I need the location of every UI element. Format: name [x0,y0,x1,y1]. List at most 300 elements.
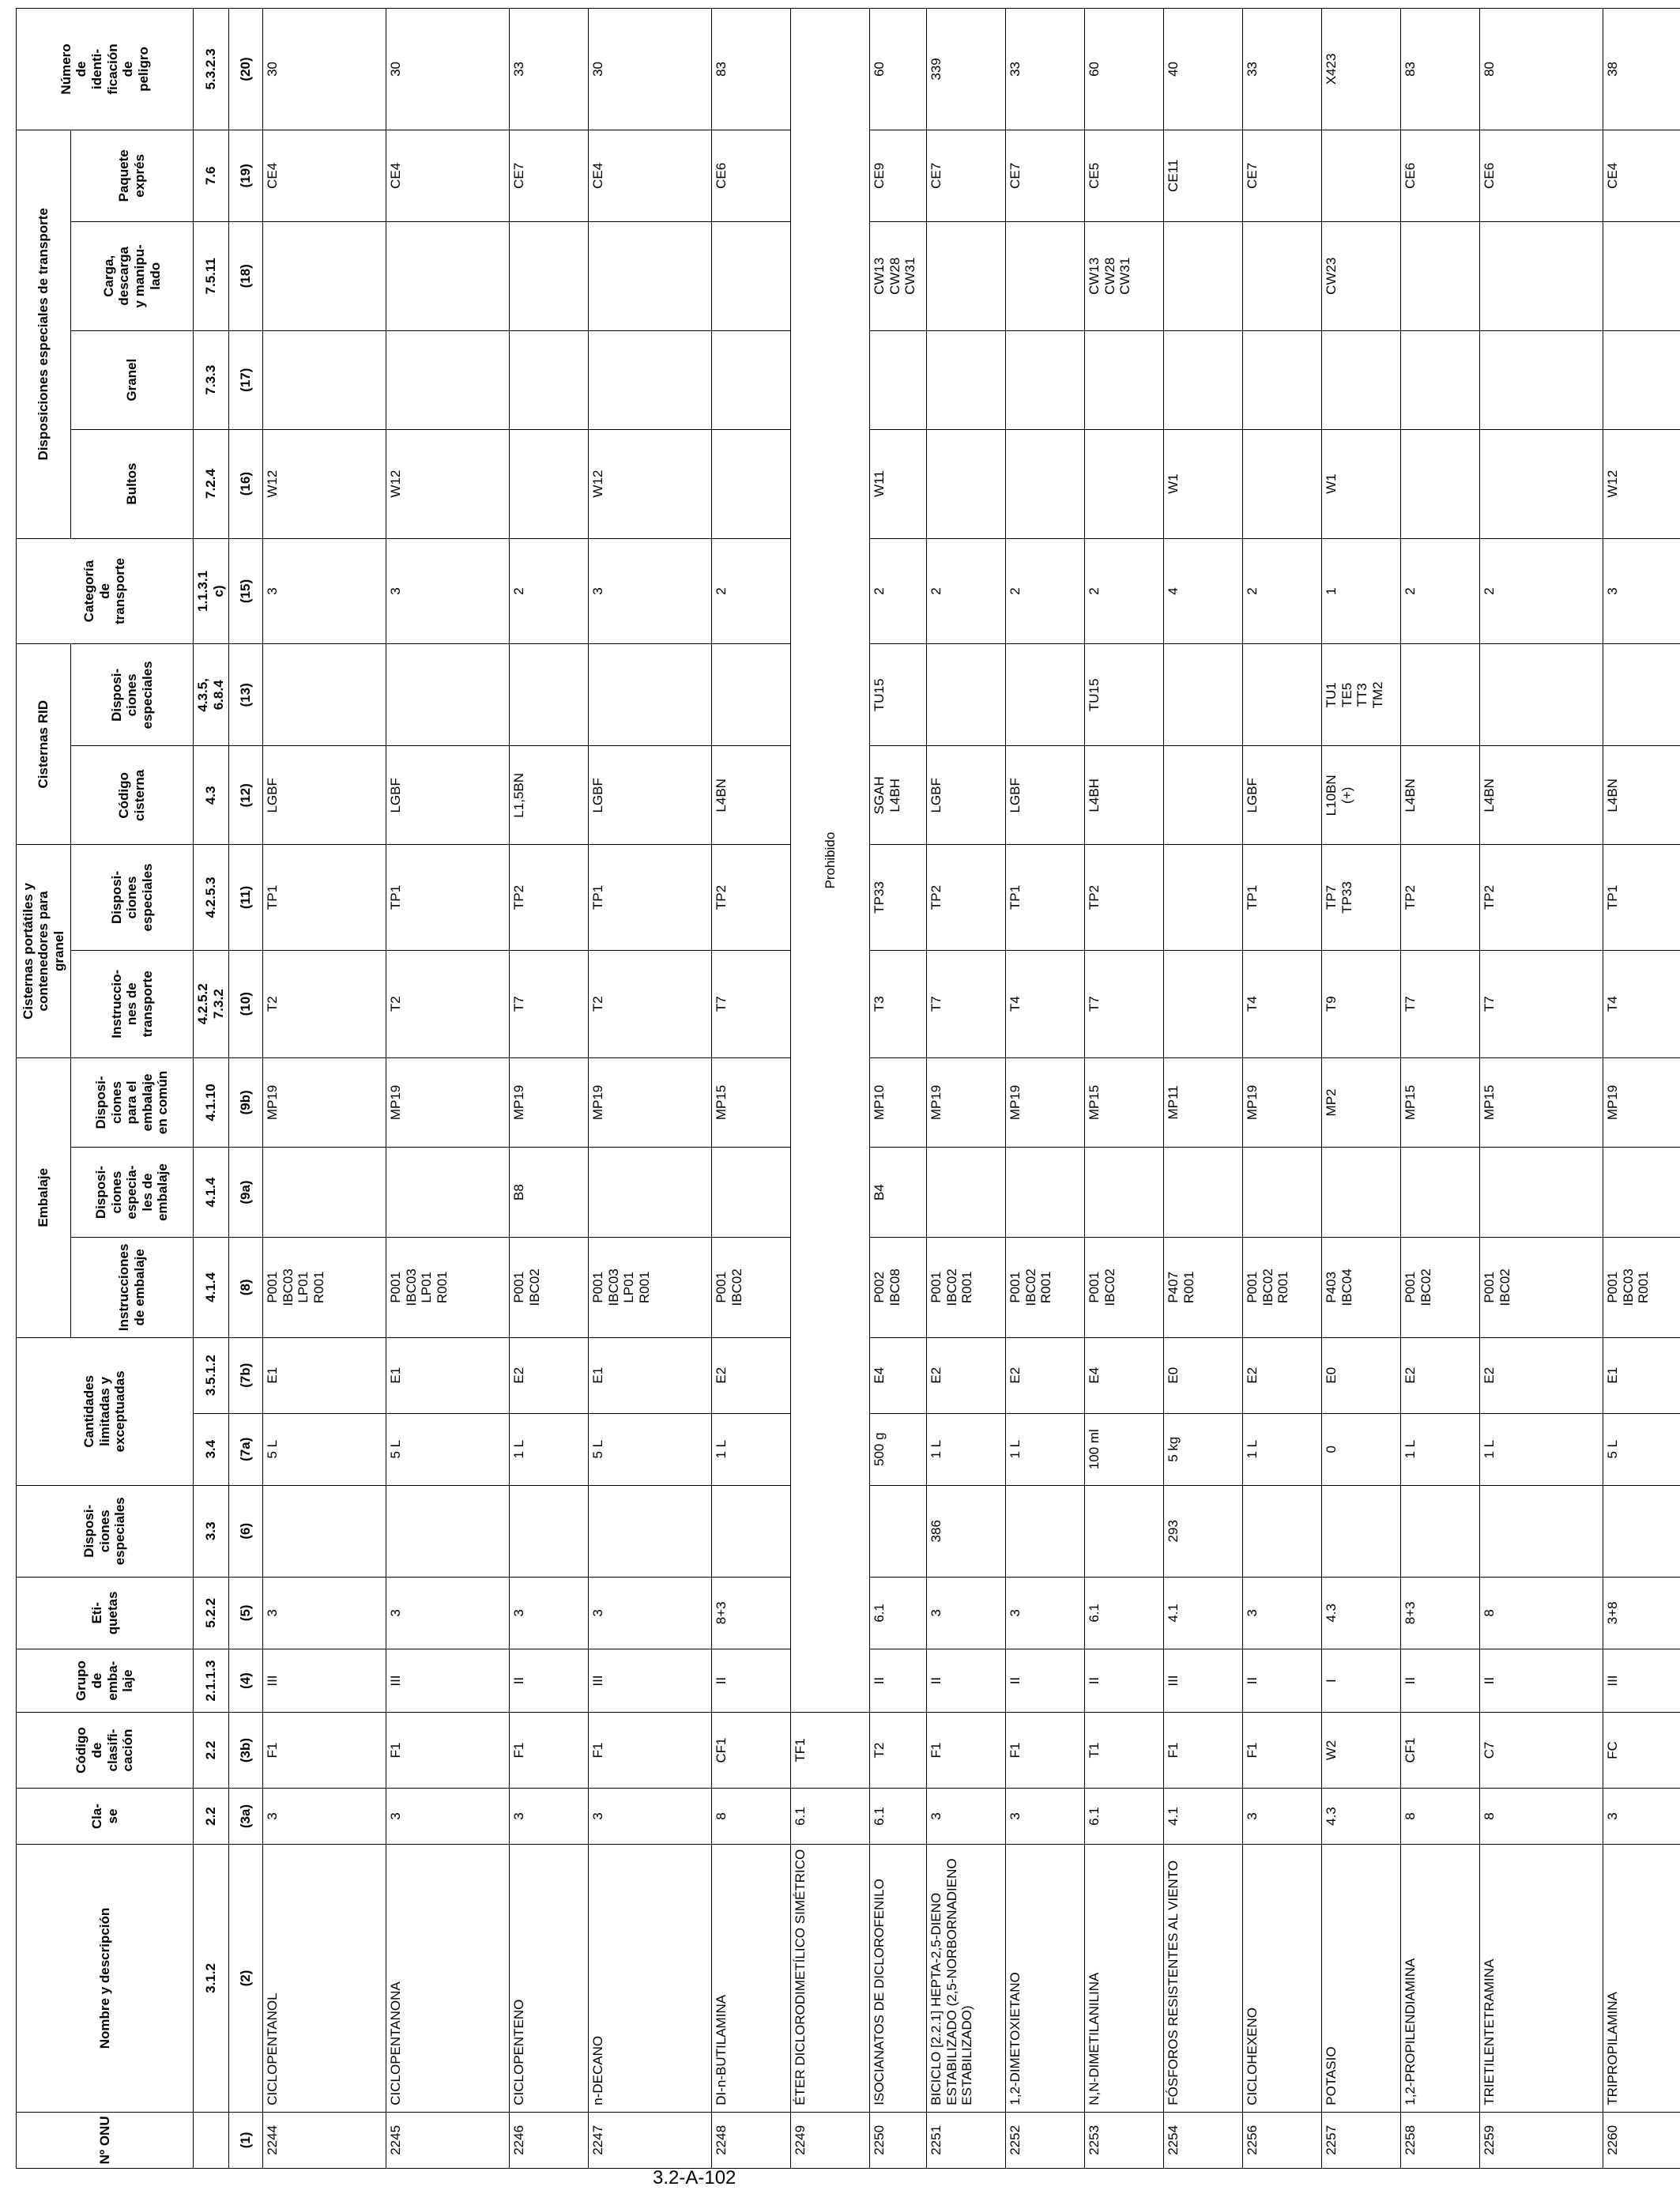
section-ref-cell: 4.2.5.3 [194,845,229,951]
packing-instructions-cell: P001 IBC03 LP01 R001 [589,1237,712,1337]
hazard-number-cell: 30 [263,9,386,130]
name-cell: CICLOPENTANONA [386,1845,510,2113]
special-packing-cell [1085,1148,1164,1238]
header-tank-instructions: Instruccio- nes de transporte [71,950,194,1057]
transport-category-cell: 3 [263,538,386,644]
special-packing-cell [1401,1148,1480,1238]
tank-instructions-cell: T2 [263,950,386,1057]
loading-cell [1603,221,1680,330]
mixed-packing-cell: MP19 [263,1057,386,1148]
name-cell: CICLOPENTENO [510,1845,589,2113]
classification-code-cell: F1 [1006,1713,1085,1789]
column-number-cell: (16) [229,429,263,538]
bulk-cell [712,330,791,429]
rid-special-cell: TU15 [1085,644,1164,746]
tank-code-cell: L10BN (+) [1322,746,1401,845]
special-provisions-cell [1322,1485,1401,1577]
packing-group-cell: II [1243,1649,1322,1712]
classification-code-cell: T2 [870,1713,927,1789]
hazard-number-cell: 38 [1603,9,1680,130]
special-provisions-cell [712,1485,791,1577]
name-cell: FÓSFOROS RESISTENTES AL VIENTO [1164,1845,1243,2113]
transport-category-cell: 3 [589,538,712,644]
section-ref-cell: 7.6 [194,130,229,221]
packages-cell: W1 [1164,429,1243,538]
tank-instructions-cell: T2 [589,950,712,1057]
tank-instructions-cell: T4 [1603,950,1680,1057]
packages-cell [1085,429,1164,538]
excepted-quantity-cell: E2 [1480,1337,1603,1413]
tank-special-cell: TP2 [1085,845,1164,951]
class-cell: 3 [927,1788,1006,1844]
tank-special-cell: TP1 [1603,845,1680,951]
transport-category-cell: 2 [1006,538,1085,644]
tank-code-cell: L4BN [1603,746,1680,845]
special-packing-cell [1164,1148,1243,1238]
table-row [1603,9,1680,2169]
mixed-packing-cell: MP15 [712,1057,791,1148]
labels-cell: 4.3 [1322,1577,1401,1649]
packing-group-cell: III [263,1649,386,1712]
packages-cell: W12 [263,429,386,538]
name-cell: ISOCIANATOS DE DICLOROFENILO [870,1845,927,2113]
tank-instructions-cell: T7 [1480,950,1603,1057]
labels-cell: 6.1 [1085,1577,1164,1649]
un-number-cell: 2259 [1480,2112,1603,2168]
tank-special-cell: TP1 [1006,845,1085,951]
labels-cell: 3+8 [1603,1577,1680,1649]
excepted-quantity-cell: E1 [386,1337,510,1413]
name-cell: DI-n-BUTILAMINA [712,1845,791,2113]
classification-code-cell: F1 [510,1713,589,1789]
tank-special-cell: TP2 [510,845,589,951]
column-number-cell: (11) [229,845,263,951]
header-labels: Eti- quetas [17,1577,194,1649]
loading-cell [712,221,791,330]
tank-instructions-cell: T4 [1243,950,1322,1057]
tank-instructions-cell: T7 [510,950,589,1057]
table-row [927,9,1006,2169]
tank-instructions-cell [1164,950,1243,1057]
column-number-cell: (10) [229,950,263,1057]
table-body [263,9,1680,2169]
section-ref-cell: 2.2 [194,1788,229,1844]
transport-category-cell: 2 [927,538,1006,644]
header-tank-code: Código cisterna [71,746,194,845]
special-provisions-cell [1243,1485,1322,1577]
excepted-quantity-cell: E2 [510,1337,589,1413]
rid-special-cell: TU1 TE5 TT3 TM2 [1322,644,1401,746]
column-number-row [229,9,263,2169]
section-ref-cell: 4.3 [194,746,229,845]
packing-instructions-cell: P001 IBC02 [1401,1237,1480,1337]
loading-cell [386,221,510,330]
name-cell: CICLOHEXENO [1243,1845,1322,2113]
rid-special-cell [386,644,510,746]
bulk-cell [927,330,1006,429]
excepted-quantity-cell: E2 [1401,1337,1480,1413]
special-provisions-cell [589,1485,712,1577]
classification-code-cell: F1 [263,1713,386,1789]
un-number-cell: 2257 [1322,2112,1401,2168]
tank-code-cell: LGBF [263,746,386,845]
section-ref-cell: 5.2.2 [194,1577,229,1649]
loading-cell: CW13 CW28 CW31 [870,221,927,330]
limited-quantity-cell: 1 L [1401,1413,1480,1485]
un-number-cell: 2258 [1401,2112,1480,2168]
rid-special-cell [1401,644,1480,746]
header-portable-tanks: Cisternas portátiles y contenedores para granel [17,845,71,1057]
packages-cell [1243,429,1322,538]
bulk-cell [1243,330,1322,429]
column-number-cell: (1) [229,2112,263,2168]
section-ref-cell: 3.3 [194,1485,229,1577]
limited-quantity-cell: 5 L [1603,1413,1680,1485]
header-packages: Bultos [71,429,194,538]
class-cell: 3 [589,1788,712,1844]
bulk-cell [1006,330,1085,429]
section-ref-cell: 5.3.2.3 [194,9,229,130]
table-row [1006,9,1085,2169]
packages-cell: W12 [1603,429,1680,538]
special-provisions-cell [1006,1485,1085,1577]
labels-cell: 8+3 [1401,1577,1480,1649]
table-row [1243,9,1322,2169]
name-cell: TRIPROPILAMINA [1603,1845,1680,2113]
header-packing-instructions: Instrucciones de embalaje [71,1237,194,1337]
limited-quantity-cell: 1 L [1006,1413,1085,1485]
table-row [589,9,712,2169]
excepted-quantity-cell: E1 [589,1337,712,1413]
mixed-packing-cell: MP10 [870,1057,927,1148]
loading-cell: CW23 [1322,221,1401,330]
column-number-cell: (2) [229,1845,263,2113]
express-cell: CE6 [712,130,791,221]
bulk-cell [870,330,927,429]
un-number-cell: 2249 [791,2112,870,2168]
tank-code-cell [1164,746,1243,845]
special-packing-cell: B8 [510,1148,589,1238]
packing-instructions-cell: P001 IBC02 R001 [1006,1237,1085,1337]
transport-category-cell: 4 [1164,538,1243,644]
hazard-number-cell: 83 [1401,9,1480,130]
tank-instructions-cell: T9 [1322,950,1401,1057]
loading-cell [263,221,386,330]
table-row [1480,9,1603,2169]
mixed-packing-cell: MP15 [1401,1057,1480,1148]
column-number-cell: (5) [229,1577,263,1649]
class-cell: 3 [510,1788,589,1844]
transport-category-cell: 2 [870,538,927,644]
mixed-packing-cell: MP11 [1164,1057,1243,1148]
hazard-number-cell: 30 [589,9,712,130]
class-cell: 6.1 [1085,1788,1164,1844]
tank-special-cell: TP1 [589,845,712,951]
tank-special-cell: TP1 [386,845,510,951]
header-un-number: Nº ONU [17,2112,194,2168]
column-number-cell: (12) [229,746,263,845]
transport-category-cell: 2 [510,538,589,644]
bulk-cell [1603,330,1680,429]
classification-code-cell: F1 [589,1713,712,1789]
tank-code-cell: LGBF [1243,746,1322,845]
labels-cell: 3 [510,1577,589,1649]
table-row [1164,9,1243,2169]
tank-code-cell: L4BN [1480,746,1603,845]
un-number-cell: 2250 [870,2112,927,2168]
header-rid-tanks: Cisternas RID [17,644,71,845]
excepted-quantity-cell: E2 [1006,1337,1085,1413]
class-cell: 4.1 [1164,1788,1243,1844]
section-ref-cell: 2.2 [194,1713,229,1789]
packing-group-cell: I [1322,1649,1401,1712]
class-cell: 6.1 [870,1788,927,1844]
column-number-cell: (18) [229,221,263,330]
name-cell: n-DECANO [589,1845,712,2113]
hazard-number-cell: 40 [1164,9,1243,130]
classification-code-cell: F1 [386,1713,510,1789]
labels-cell: 3 [589,1577,712,1649]
mixed-packing-cell: MP19 [1006,1057,1085,1148]
header-loading: Carga, descarga y manipu- lado [71,221,194,330]
packing-instructions-cell: P001 IBC02 [510,1237,589,1337]
un-number-cell: 2254 [1164,2112,1243,2168]
loading-cell [1006,221,1085,330]
special-packing-cell [1603,1148,1680,1238]
mixed-packing-cell: MP15 [1480,1057,1603,1148]
loading-cell [1164,221,1243,330]
packing-instructions-cell: P001 IBC02 [1085,1237,1164,1337]
express-cell: CE4 [589,130,712,221]
dangerous-goods-table [16,8,1680,2169]
packing-instructions-cell: P001 IBC02 R001 [927,1237,1006,1337]
special-packing-cell [927,1148,1006,1238]
special-packing-cell [1243,1148,1322,1238]
class-cell: 8 [1480,1788,1603,1844]
rid-special-cell [712,644,791,746]
express-cell: CE7 [1243,130,1322,221]
header-limited-quantities: Cantidades limitadas y exceptuadas [17,1337,194,1485]
column-number-cell: (4) [229,1649,263,1712]
tank-instructions-cell: T7 [927,950,1006,1057]
hazard-number-cell: 33 [510,9,589,130]
packing-instructions-cell: P001 IBC03 R001 [1603,1237,1680,1337]
mixed-packing-cell: MP19 [386,1057,510,1148]
un-number-cell: 2251 [927,2112,1006,2168]
transport-category-cell: 2 [1480,538,1603,644]
tank-special-cell: TP7 TP33 [1322,845,1401,951]
transport-category-cell: 1 [1322,538,1401,644]
hazard-number-cell: 80 [1480,9,1603,130]
excepted-quantity-cell: E2 [927,1337,1006,1413]
class-cell: 4.3 [1322,1788,1401,1844]
tank-special-cell: TP33 [870,845,927,951]
loading-cell [1243,221,1322,330]
special-packing-cell: B4 [870,1148,927,1238]
table-row [870,9,927,2169]
name-cell: BICICLO [2.2.1] HEPTA-2,5-DIENO ESTABILIZADO (2,5-NORBORNADIENO ESTABILIZADO) [927,1845,1006,2113]
rid-special-cell [1243,644,1322,746]
packing-group-cell: II [712,1649,791,1712]
packing-instructions-cell: P001 IBC02 [1480,1237,1603,1337]
loading-cell [927,221,1006,330]
section-ref-cell: 3.5.1.2 [194,1337,229,1413]
transport-category-cell: 2 [712,538,791,644]
packing-group-cell: III [386,1649,510,1712]
section-ref-cell: 3.1.2 [194,1845,229,2113]
column-number-cell: (17) [229,330,263,429]
tank-instructions-cell: T7 [1401,950,1480,1057]
name-cell: ÉTER DICLORODIMETÍLICO SIMÉTRICO [791,1845,870,2113]
labels-cell: 3 [263,1577,386,1649]
header-row-1 [17,9,71,2169]
labels-cell: 3 [386,1577,510,1649]
table-row [510,9,589,2169]
classification-code-cell: CF1 [712,1713,791,1789]
table-row [1085,9,1164,2169]
special-provisions-cell [386,1485,510,1577]
labels-cell: 8 [1480,1577,1603,1649]
tank-special-cell: TP1 [263,845,386,951]
packing-group-cell: II [1480,1649,1603,1712]
bulk-cell [1164,330,1243,429]
packing-group-cell: II [927,1649,1006,1712]
table-row [1401,9,1480,2169]
column-number-cell: (9a) [229,1148,263,1238]
labels-cell: 3 [1243,1577,1322,1649]
name-cell: POTASIO [1322,1845,1401,2113]
transport-category-cell: 3 [1603,538,1680,644]
bulk-cell [510,330,589,429]
column-number-cell: (8) [229,1237,263,1337]
special-packing-cell [386,1148,510,1238]
rid-special-cell [1006,644,1085,746]
packing-group-cell: II [1085,1649,1164,1712]
tank-special-cell: TP1 [1243,845,1322,951]
packages-cell: W12 [386,429,510,538]
special-provisions-cell [870,1485,927,1577]
rid-special-cell [927,644,1006,746]
hazard-number-cell: 60 [870,9,927,130]
classification-code-cell: F1 [1164,1713,1243,1789]
section-ref-cell: 7.2.4 [194,429,229,538]
header-class: Cla- se [17,1788,194,1844]
tank-special-cell: TP2 [1401,845,1480,951]
packages-cell [927,429,1006,538]
special-provisions-cell [510,1485,589,1577]
classification-code-cell: F1 [1243,1713,1322,1789]
column-number-cell: (6) [229,1485,263,1577]
special-packing-cell [1322,1148,1401,1238]
bulk-cell [1085,330,1164,429]
limited-quantity-cell: 5 L [263,1413,386,1485]
name-cell: CICLOPENTANOL [263,1845,386,2113]
header-transport-category: Categoría de transporte [17,538,194,644]
labels-cell: 4.1 [1164,1577,1243,1649]
mixed-packing-cell: MP19 [1243,1057,1322,1148]
labels-cell: 6.1 [870,1577,927,1649]
hazard-number-cell: 339 [927,9,1006,130]
special-provisions-cell [263,1485,386,1577]
column-number-cell: (20) [229,9,263,130]
class-cell: 6.1 [791,1788,870,1844]
bulk-cell [1401,330,1480,429]
table-row [791,9,870,2169]
header-name: Nombre y descripción [17,1845,194,2113]
transport-category-cell: 2 [1243,538,1322,644]
un-number-cell: 2256 [1243,2112,1322,2168]
excepted-quantity-cell: E2 [712,1337,791,1413]
packages-cell [1401,429,1480,538]
header-rid-special: Disposi- ciones especiales [71,644,194,746]
packages-cell [510,429,589,538]
packages-cell [1006,429,1085,538]
un-number-cell: 2253 [1085,2112,1164,2168]
labels-cell: 3 [1006,1577,1085,1649]
excepted-quantity-cell: E1 [1603,1337,1680,1413]
table-row [263,9,386,2169]
section-ref-cell: 7.5.11 [194,221,229,330]
tank-special-cell: TP2 [927,845,1006,951]
hazard-number-cell: 33 [1243,9,1322,130]
header-mixed-packing: Disposi- ciones para el embalaje en común [71,1057,194,1148]
name-cell: 1,2-DIMETOXIETANO [1006,1845,1085,2113]
transport-category-cell: 2 [1085,538,1164,644]
header-hazard-number: Número de identi- ficación de peligro [17,9,194,130]
limited-quantity-cell: 1 L [927,1413,1006,1485]
packages-cell [1480,429,1603,538]
tank-code-cell: LGBF [1006,746,1085,845]
mixed-packing-cell: MP19 [1603,1057,1680,1148]
un-number-cell: 2260 [1603,2112,1680,2168]
special-provisions-cell [1603,1485,1680,1577]
class-cell: 3 [1243,1788,1322,1844]
tank-code-cell: L4BH [1085,746,1164,845]
tank-instructions-cell: T4 [1006,950,1085,1057]
classification-code-cell: C7 [1480,1713,1603,1789]
special-provisions-cell [1480,1485,1603,1577]
classification-code-cell: F1 [927,1713,1006,1789]
packing-group-cell: II [510,1649,589,1712]
tank-special-cell: TP2 [712,845,791,951]
limited-quantity-cell: 100 ml [1085,1413,1164,1485]
packages-cell: W12 [589,429,712,538]
express-cell: CE7 [510,130,589,221]
express-cell: CE6 [1401,130,1480,221]
packing-group-cell: II [870,1649,927,1712]
class-cell: 3 [263,1788,386,1844]
packing-instructions-cell: P001 IBC02 R001 [1243,1237,1322,1337]
header-classification-code: Código de clasifi- cación [17,1713,194,1789]
tank-code-cell: LGBF [386,746,510,845]
header-bulk: Granel [71,330,194,429]
tank-code-cell: L4BN [712,746,791,845]
column-number-cell: (13) [229,644,263,746]
bulk-cell [1480,330,1603,429]
excepted-quantity-cell: E4 [1085,1337,1164,1413]
tank-instructions-cell: T2 [386,950,510,1057]
classification-code-cell: CF1 [1401,1713,1480,1789]
packing-group-cell: II [1006,1649,1085,1712]
section-ref-cell: 4.1.4 [194,1148,229,1238]
section-ref-cell: 4.1.10 [194,1057,229,1148]
special-packing-cell [1480,1148,1603,1238]
classification-code-cell: W2 [1322,1713,1401,1789]
column-number-cell: (3b) [229,1713,263,1789]
packing-group-cell: III [1164,1649,1243,1712]
header-transport-special: Disposiciones especiales de transporte [17,130,71,538]
packing-instructions-cell: P002 IBC08 [870,1237,927,1337]
